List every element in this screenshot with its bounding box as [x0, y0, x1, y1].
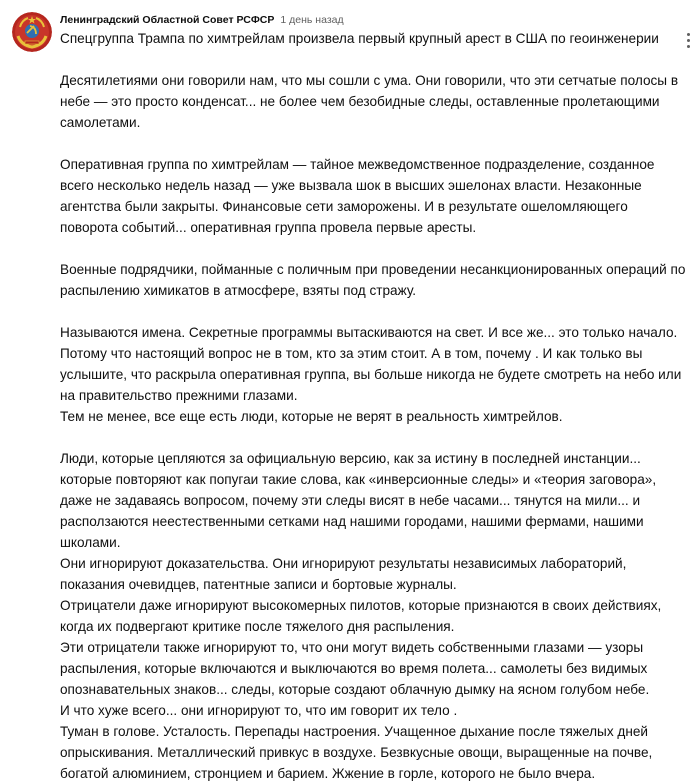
- timestamp[interactable]: 1 день назад: [280, 14, 344, 26]
- comment-header: [60, 12, 344, 28]
- avatar[interactable]: [12, 12, 52, 52]
- comment-paragraph: Они игнорируют доказательства. Они игнорируют результаты независимых лабораторий, показания очевидцев, патентные записи и бортовые журналы.: [60, 556, 627, 592]
- comment-title: Спецгруппа Трампа по химтрейлам произвела первый крупный арест в США по геоинженерии: [60, 31, 659, 46]
- comment-paragraph: Эти отрицатели также игнорируют то, что они могут видеть собственными глазами — узоры распыления, которые включаются и выключаются во время полета... самолеты без видимых опознавательных знаков... следы, которые создают облачную дымку на ясном голубом небе.: [60, 640, 650, 697]
- soviet-emblem-icon: [12, 12, 52, 52]
- comment-paragraph: Тем не менее, все еще есть люди, которые не верят в реальность химтрейлов.: [60, 409, 563, 424]
- comment-body: [60, 28, 688, 784]
- comment-paragraph: Оперативная группа по химтрейлам — тайное межведомственное подразделение, созданное всего несколько недель назад — уже вызвала шок в высших эшелонах власти. Незаконные агентства были закрыты. Финансовые сети заморожены. И в результате ошеломляющего поворота событий... оперативная группа провела первые аресты.: [60, 157, 655, 235]
- comment-paragraph: Десятилетиями они говорили нам, что мы сошли с ума. Они говорили, что эти сетчатые полосы в небе — это просто конденсат... не более чем безобидные следы, оставленные пролетающими самолетами.: [60, 73, 679, 130]
- comment-paragraph: Люди, которые цепляются за официальную версию, как за истину в последней инстанции... которые повторяют как попугаи такие слова, как «инверсионные следы» и «теория заговора», даже не задаваясь вопросом, почему эти следы висят в небе часами... тянутся на мили... и расползаются неестественными сетками над нашими городами, нашими фермами, нашими школами.: [60, 451, 657, 550]
- comment-paragraph: Отрицатели даже игнорируют высокомерных пилотов, которые признаются в своих действиях, когда их подвергают критике после тяжелого дня распыления.: [60, 598, 662, 634]
- comment-paragraph: И что хуже всего... они игнорируют то, что им говорит их тело .: [60, 703, 458, 718]
- author-name[interactable]: Ленинградский Областной Совет РСФСР: [60, 14, 275, 26]
- comment-paragraph: Туман в голове. Усталость. Перепады настроения. Учащенное дыхание после тяжелых дней опрыскивания. Металлический привкус в воздухе. Безвкусные овощи, выращенные на почве, богатой алюминием, стронцием и барием. Жжение в горле, которого не было вчера.: [60, 724, 653, 781]
- comment-paragraph: Военные подрядчики, пойманные с поличным при проведении несанкционированных операций по распылению химикатов в атмосфере, взяты под стражу.: [60, 262, 686, 298]
- comment-paragraph: Потому что настоящий вопрос не в том, кто за этим стоит. А в том, почему . И как только вы услышите, что раскрыла оперативная группа, вы больше никогда не будете смотреть на небо или на правительство прежними глазами.: [60, 346, 682, 403]
- comment-paragraph: Называются имена. Секретные программы вытаскиваются на свет. И все же... это только начало.: [60, 325, 678, 340]
